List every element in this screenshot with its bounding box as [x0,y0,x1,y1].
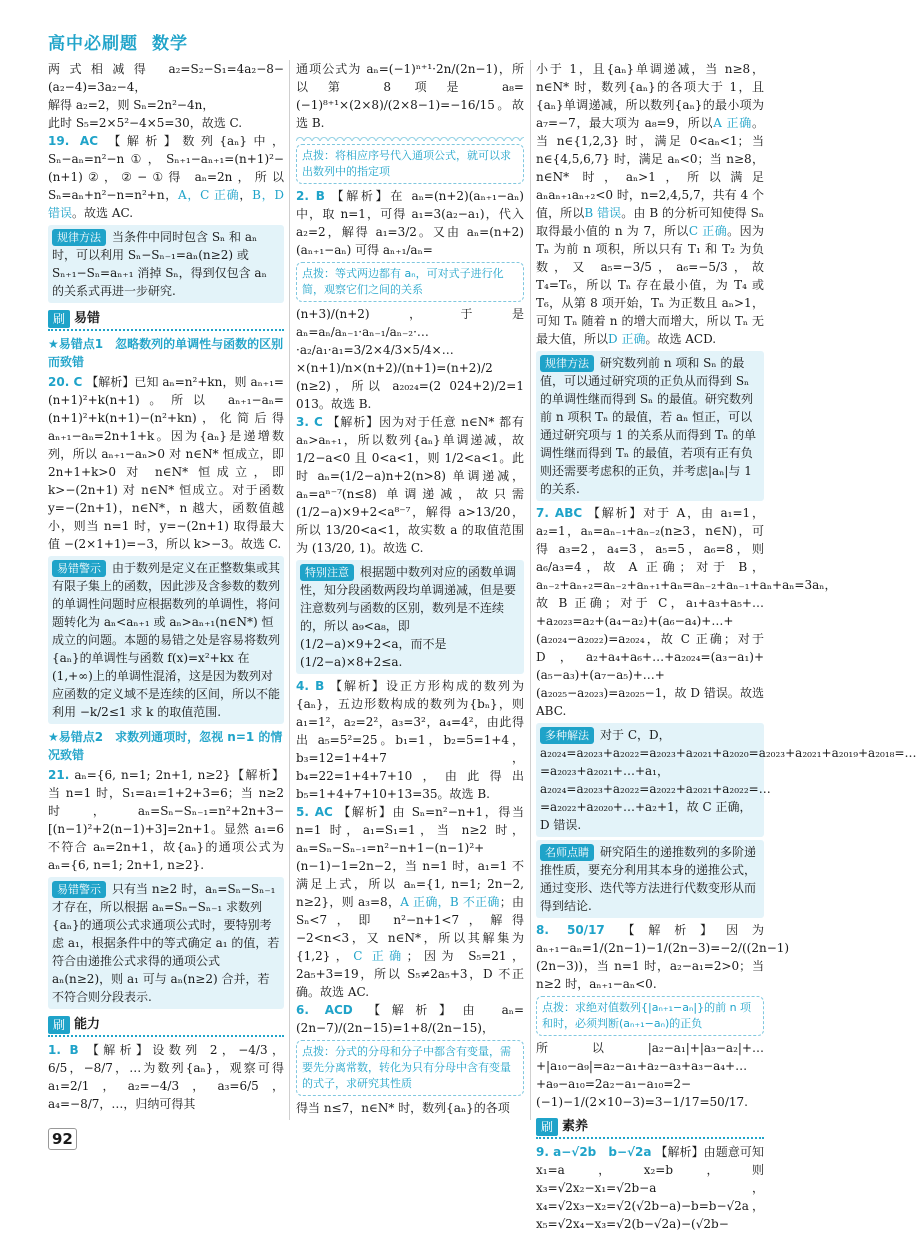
question-number: 19. AC [48,134,99,148]
book-title [48,36,202,53]
section-badge: 刷 [536,1118,558,1136]
text-line: 所以|a₂−a₁|+|a₃−a₂|+…+|a₁₀−a₉|=a₂−a₁+a₂−a₃+a₃−a₄+…+a₉−a₁₀=2a₂−a₁−a₁₀=2−(−1)−1/(2×10−3)=3−1/17=50/17. [536,1040,764,1109]
question-3 [296,413,524,557]
question-21 [48,766,284,874]
highlight-text: A，C 正确 [178,188,240,202]
question-number: 4. B [296,678,325,693]
question-number: 6. ACD [296,1002,353,1017]
question-text: 【解析】设数列 2，−4/3，6/5，−8/7，…为数列{aₙ}，观察可得 a₁=2/1，a₂=−4/3，a₃=6/5，a₄=−8/7，…，归纳可得其 [48,1043,284,1111]
text-span: 。故选 ACD. [645,332,717,346]
question-text: ， [239,188,253,202]
tip-tag: 名师点睛 [540,844,594,861]
hint-note: 点拨：分式的分母和分子中都含有变量，需要先分离常数，转化为只有分母中含有变量的式子，求研究其性质 [296,1040,524,1096]
highlight-text: B，D 错误 [48,188,284,220]
text-line: 解得 a₂=2，则 Sₙ=2n²−4n， [48,98,215,112]
question-7 [536,504,837,720]
question-text: aₙ={6, n=1; 2n+1, n≥2}【解析】当 n=1 时，S₁=a₁=1+2+3=6；当 n≥2 时，aₙ=Sₙ−Sₙ₋₁=n²+2n+3−[(n−1)²+2(n−1)+3]=2n+1。显然 a₁=6 不符合 aₙ=2n+1，故{aₙ}的通项公式为 aₙ={6, n=1; 2n+1, n≥2}. [48,768,284,872]
wavy-divider [296,135,524,141]
text-line: 两式相减得 a₂=S₂−S₁=4a₂−8−(a₂−4)=3a₂−4， [48,62,284,94]
hint-note: 点拨：将相应序号代入通项公式，就可以求出数列中的指定项 [296,144,524,184]
question-text: 。故选 AC. [72,206,134,220]
question-text: ；因为 S₅=21，2a₅+3=19，所以 S₅≠2a₅+3，D 不正确。故选 AC. [296,948,524,999]
tip-tag: 多种解法 [540,727,594,744]
highlight-text: A 正确 [713,116,752,130]
tip-tag: 规律方法 [52,229,106,246]
question-number: 9. a−√2b b−√2a [536,1144,652,1159]
text-line: 此时 S₅=2×5²−4×5=30，故选 C. [48,116,243,130]
highlight-text: C 正确 [353,948,407,963]
section-label: 易错 [74,311,101,327]
column-2 [296,60,524,1120]
question-number: 1. B [48,1043,79,1057]
section-header [48,309,284,331]
section-badge: 刷 [48,310,70,328]
tip-tag: 易错警示 [52,560,106,577]
question-19 [48,132,284,222]
text-span: 小于 1，且{aₙ}单调递减，当 n≥8，n∈N* 时，数列{aₙ}的各项大于 1，且{aₙ}单调递减，所以数列{aₙ}的最小项为 a₇=−7，最大项为 a₈=9，所以 [536,62,764,130]
highlight-text: A 正确，B 不正确 [400,894,500,909]
question-text: ；由 Sₙ<7，即 n²−n+1<7，解得 −2<n<3，又 n∈N*，所以其解集为{1,2}， [296,894,524,963]
tip-text: 只有当 n≥2 时，aₙ=Sₙ−Sₙ₋₁ 才存在，所以根据 aₙ=Sₙ−Sₙ₋₁ 求数列{aₙ}的通项公式求通项公式时，要特别考虑 a₁，根据条件中的等式确定 a₁ 的值，若符合由递推公式求得的通项公式 aₙ(n≥2)，则 a₁ 可与 aₙ(n≥2) 合并，若不符合则分段表示. [52,882,280,1004]
question-text: 【解析】设正方形构成的数列为{aₙ}，五边形数构成的数列为{bₙ}，则 a₁=1²，a₂=2²，a₃=3²，a₄=4²，由此得出 a₅=5²=25。b₁=1，b₂=5=1+4，b₃=12=1+4+7，b₄=22=1+4+7+10，由此得出 b₅=1+4+7+10+13=35。故选 B. [296,678,524,801]
section-header [48,1015,284,1037]
page-number: 92 [48,1128,77,1150]
text-line [536,60,764,348]
error-point-title: ★易错点2 求数列通项时，忽视 n=1 的情况致错 [48,730,283,762]
question-number: 7. ABC [536,506,583,520]
tip-box [536,840,764,918]
subject-title: 数学 [152,34,188,54]
question-text: 【解析】在 aₙ=(n+2)(aₙ₊₁−aₙ) 中，取 n=1，可得 a₁=3(a₂−a₁)，代入 a₂=2，解得 a₁=3/2。又由 aₙ=(n+2)(aₙ₊₁−aₙ) 可得 aₙ₊₁/aₙ= [296,188,524,257]
tip-text: 根据题中数列对应的函数单调性，知分段函数两段均单调递减，但是要注意数列与函数的区别，数列是不连续的，所以 a₉<a₈，即 (1/2−a)×9+2<a，而不是 (1/2−a)×8+2≤a. [300,564,517,669]
tip-box [48,877,284,1009]
column-3 [536,60,917,1231]
question-text: 【解析】已知 aₙ=n²+kn，则 aₙ₊₁=(n+1)²+k(n+1)。所以 aₙ₊₁−aₙ=(n+1)²+k(n+1)−(n²+kn)，化简后得 aₙ₊₁−aₙ=2n+1+k。因为{aₙ}是递增数列，所以 aₙ₊₁−aₙ>0 对 n∈N* 恒成立，即 2n+1+k>0 对 n∈N* 恒成立，即 k>−(2n+1) 对 n∈N* 恒成立。对于函数 y=−(2n+1)，n∈N*，n 越大，函数值越小，则当 n=1 时，y=−(2n+1) 取得最大值 −(2×1+1)=−3，所以 k>−3。故选 C. [48,375,284,551]
highlight-text: D 正确 [608,332,646,346]
text-line: (n+3)/(n+2)，于是 aₙ=aₙ/aₙ₋₁·aₙ₋₁/aₙ₋₂·…·a₂/a₁·a₁=3/2×4/3×5/4×…×(n+1)/n×(n+2)/(n+1)=(n+2)/2 (n≥2)，所以 a₂₀₂₄=(2 024+2)/2=1 013。故选 B. [296,306,524,411]
hint-note: 点拨：求绝对值数列{|aₙ₊₁−aₙ|}的前 n 项和时，必须判断(aₙ₊₁−aₙ)的正负 [536,996,764,1036]
question-20 [48,373,284,553]
tip-text: 当条件中同时包含 Sₙ 和 aₙ 时，可以利用 Sₙ−Sₙ₋₁=aₙ(n≥2) 或 Sₙ₊₁−Sₙ=aₙ₊₁ 消掉 Sₙ，得到仅包含 aₙ 的关系式再进一步研究. [52,230,267,298]
section-header [536,1117,764,1139]
section-label: 能力 [74,1017,101,1033]
question-text: 【解析】由 aₙ=(2n−7)/(2n−15)=1+8/(2n−15)， [296,1002,524,1035]
question-text: 【解析】因为 aₙ₊₁−aₙ=1/(2n−1)−1/(2n−3)=−2/((2n−1)(2n−3))，当 n=1 时，a₂−a₁=2>0；当 n≥2 时，aₙ₊₁−aₙ<0. [536,923,790,991]
tip-text: 由于数列是定义在正整数集或其有限子集上的函数，因此涉及含参数的数列的单调性问题时应根据数列的单调性，将问题转化为 aₙ<aₙ₊₁ 或 aₙ>aₙ₊₁(n∈N*) 恒成立的问题。本题的易错之处是容易将数列{aₙ}的单调性与函数 f(x)=x²+kx 在(1,+∞)上的单调性混淆，这是因为数列对应函数的定义域不是连续的区间，所以不能利用 −k/2≤1 求 k 的取值范围. [52,561,281,719]
question-number: 5. AC [296,804,333,819]
text-line: 通项公式为 aₙ=(−1)ⁿ⁺¹·2n/(2n−1)，所以第 8 项是 a₈=(−1)⁸⁺¹×(2×8)/(2×8−1)=−16/15。故选 B. [296,62,524,130]
column-divider [289,60,290,1120]
tip-box [536,351,764,501]
page-header [0,0,800,54]
error-point-title: ★易错点1 忽略数列的单调性与函数的区别而致错 [48,337,284,369]
question-text: 【解析】由 Sₙ=n²−n+1，得当 n=1 时，a₁=S₁=1，当 n≥2 时，aₙ=Sₙ−Sₙ₋₁=n²−n+1−(n−1)²+(n−1)−1=2n−2，当 n=1 时，a₁=1 不满足上式，所以 aₙ={1, n=1; 2n−2, n≥2}，则 a₃=8， [296,804,524,909]
question-text: 【解析】由题意可知 x₁=a，x₂=b，则 x₃=√2x₂−x₁=√2b−a，x₄=√2x₃−x₂=√2(√2b−a)−b=b−√2a，x₅=√2x₄−x₃=√2(b−√2a)−(√2b− [536,1144,764,1231]
text-span: 。因为 Tₙ 为前 n 项积，所以只有 T₁ 和 T₂ 为负数，又 a₅=−3/5，a₆=−5/3，故 T₄=T₆，所以 Tₙ 存在最小值，为 T₄ 或 T₆，从第 8 项开始，Tₙ 为正数且 aₙ>1，可知 Tₙ 随着 n 的增大而增大，所以 Tₙ 无最大值，所以 [536,224,765,346]
question-9 [536,1143,764,1233]
tip-box [536,723,917,837]
tip-tag: 易错警示 [52,881,106,898]
tip-box [48,556,284,724]
tip-box [296,560,524,674]
question-number: 20. C [48,375,83,389]
question-2 [296,187,524,259]
question-text: 【解析】对于 A，由 a₁=1，a₂=1，aₙ=aₙ₋₁+aₙ₋₂(n≥3，n∈N)，可得 a₃=2，a₄=3，a₅=5，a₆=8，则 a₆/a₃=4，故 A 正确；对于 B，aₙ₋₂+aₙ₊₂=aₙ₋₂+aₙ₊₁+aₙ=aₙ₋₂+aₙ₋₁+aₙ+aₙ=3aₙ，故 B 正确；对于 C，a₁+a₃+a₅+…+a₂₀₂₃=a₂+(a₄−a₂)+(a₆−a₄)+…+(a₂₀₂₄−a₂₀₂₂)=a₂₀₂₄，故 C 正确；对于 D，a₂+a₄+a₆+…+a₂₀₂₄=(a₃−a₁)+(a₅−a₃)+(a₇−a₅)+…+(a₂₀₂₅−a₂₀₂₃)=a₂₀₂₅−1，故 D 错误。故选 ABC. [536,506,837,718]
highlight-text: B 错误 [584,206,622,220]
column-divider [530,60,531,1120]
question-1 [48,1041,284,1113]
text-line: 得当 n≤7，n∈N* 时，数列{aₙ}的各项 [296,1100,510,1115]
section-badge: 刷 [48,1016,70,1034]
section-label: 素养 [562,1119,589,1135]
question-text: 【解析】数列{aₙ}中，Sₙ−aₙ=n²−n①，Sₙ₊₁−aₙ₊₁=(n+1)²−(n+1)②，②−①得 aₙ=2n，所以 Sₙ=aₙ+n²−n=n²+n， [48,134,284,202]
highlight-text: C 正确 [688,224,728,238]
question-number: 3. C [296,414,323,429]
hint-note: 点拨：等式两边都有 aₙ，可对式子进行化简，观察它们之间的关系 [296,262,524,302]
question-6 [296,1001,524,1037]
series-title: 高中必刷题 [48,34,138,54]
column-1 [48,60,284,1120]
text-span: 。由 B 的分析可知使得 Sₙ 取得最小值的 n 为 7，所以 [536,206,764,238]
tip-tag: 特别注意 [300,564,354,581]
text-span: 。当 n∈{1,2,3} 时，满足 0<aₙ<1；当 n∈{4,5,6,7} 时，满足 aₙ<0；当 n≥8，n∈N* 时，aₙ>1，所以满足 aₙaₙ₊₁aₙ₊₂<0 时，n=2,4,5,7，共有 4 个值，所以 [536,116,764,220]
tip-text: 研究数列前 n 项和 Sₙ 的最值，可以通过研究项的正负从而得到 Sₙ 的单调性继而得到 Sₙ 的最值。研究数列前 n 项积 Tₙ 的最值，若 aₙ 恒正，可以通过研究项与 1 的关系从而得到 Tₙ 的单调性继而得到 Tₙ 的最值，若项有正有负则还需要考虑积的正负，并考虑|aₙ|与 1 的关系. [540,356,757,496]
question-number: 8. 50/17 [536,923,605,937]
tip-box [48,225,284,303]
question-8 [536,921,790,993]
question-5 [296,803,524,1001]
tip-text: 研究陌生的递推数列的多阶递推性质，要充分利用其本身的递推公式，通过变形、迭代等方法进行代数变形从而得到结论. [540,845,757,913]
question-number: 2. B [296,188,325,203]
question-number: 21. [48,768,70,782]
question-4 [296,677,524,803]
tip-text: 对于 C，D，a₂₀₂₄=a₂₀₂₃+a₂₀₂₂=a₂₀₂₃+a₂₀₂₁+a₂₀₂₀=a₂₀₂₃+a₂₀₂₁+a₂₀₁₉+a₂₀₁₈=…=a₂₀₂₃+a₂₀₂₁+…+a₁，a₂₀₂₄=a₂₀₂₃+a₂₀₂₂=a₂₀₂₂+a₂₀₂₁+a₂₀₂₂=…=a₂₀₂₂+a₂₀₂₀+…+a₂+1，故 C 正确，D 错误. [540,728,917,832]
question-text: 【解析】因为对于任意 n∈N* 都有 aₙ>aₙ₊₁，所以数列{aₙ}单调递减，故 1/2−a<0 且 0<a<1，则 1/2<a<1。此时 aₙ=(1/2−a)n+2(n>8) 单调递减，aₙ=aⁿ⁻⁷(n≤8) 单调递减，故只需 (1/2−a)×9+2<a⁸⁻⁷，解得 a>13/20，所以 13/20<a<1，故实数 a 的取值范围为 (13/20, 1)。故选 C. [296,414,524,555]
tip-tag: 规律方法 [540,355,594,372]
